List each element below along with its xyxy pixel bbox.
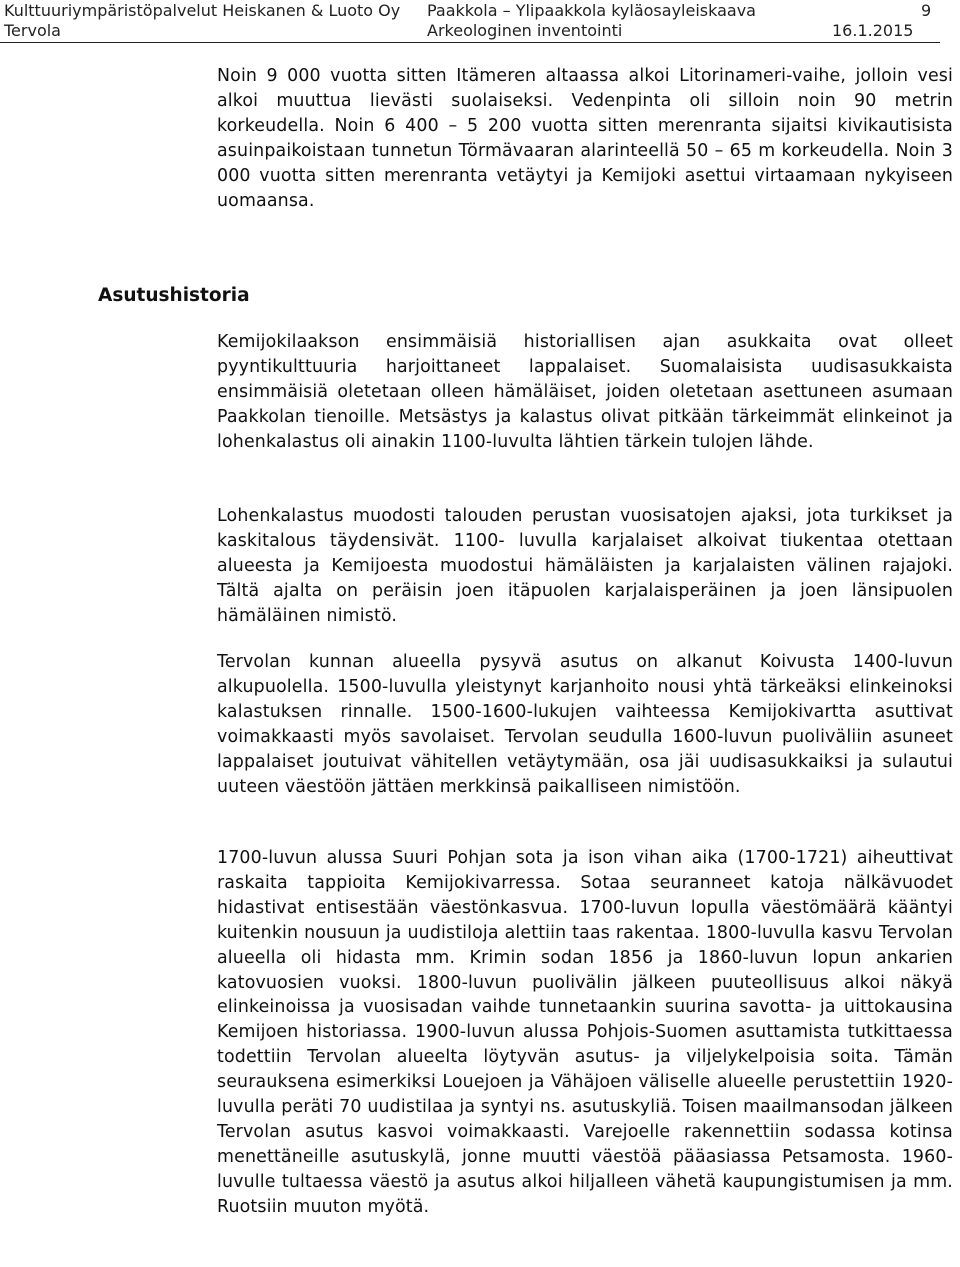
header-project: Paakkola – Ylipaakkola kyläosayleiskaava — [427, 1, 756, 20]
header-municipality: Tervola — [4, 21, 61, 40]
body-paragraph-4: 1700-luvun alussa Suuri Pohjan sota ja ison vihan aika (1700-1721) aiheuttivat raskaita tappioita Kemijokivarressa. Sotaa seuranneet katoja nälkävuodet hidastivat entisestään väestönkasvua. 1700-luvun lopulla väestömäärä kääntyi kuitenkin nousuun ja uudistiloja alettiin taas rakentaa. 1800-luvulla kasvu Tervolan alueella oli hidasta mm. Krimin sodan 1856 ja 1860-luvun lopun ankarien katovuosien vuoksi. 1800-luvun puolivälin jälkeen puuteollisuus alkoi näkyä elinkeinoissa ja vuosisadan vaihde tunnetaankin suurina savotta- ja uittokausina Kemijoen historiassa. 1900-luvun alussa Pohjois-Suomen asuttamista tutkittaessa todettiin Tervolan alueelta löytyvän asutus- ja viljelykelpoisia soita. Tämän seurauksena esimerkiksi Louejoen ja Vähäjoen väliselle alueelle perustettiin 1920-luvulla peräti 70 uudistilaa ja syntyi ns. asutuskyliä. Toisen maailmansodan jälkeen Tervolan asutus kasvoi voimakkaasti. Varejoelle rakennettiin sodassa kotinsa menettäneille asutuskylä, jonne muutti väestöä pääasiassa Petsamosta. 1960-luvulle tultaessa väestö ja asutus alkoi hiljalleen vähetä kaupungistumisen ja mm. Ruotsiin muuton myötä. — [217, 848, 953, 1217]
body-paragraph-1: Kemijokilaakson ensimmäisiä historiallisen ajan asukkaita ovat olleet pyyntikulttuuria harjoittaneet lappalaiset. Suomalaisista uudisasukkaista ensimmäisiä oletetaan olleen hämäläiset, joiden oletetaan asettuneen asumaan Paakkolan tienoille. Metsästys ja kalastus olivat pitkään tärkeimmät elinkeinot ja lohenkalastus oli ainakin 1100-luvulta lähtien tärkein tulojen lähde. — [217, 332, 953, 452]
header-date: 16.1.2015 — [832, 21, 914, 40]
header-report-type: Arkeologinen inventointi — [427, 21, 623, 40]
intro-paragraph: Noin 9 000 vuotta sitten Itämeren altaassa alkoi Litorinameri-vaihe, jolloin vesi alkoi muuttua lievästi suolaiseksi. Vedenpinta oli silloin noin 90 metrin korkeudella. Noin 6 400 – 5 200 vuotta sitten merenranta sijaitsi kivikautisista asuinpaikoistaan tunnetun Törmävaaran alarinteellä 50 – 65 m korkeudella. Noin 3 000 vuotta sitten merenranta vetäytyi ja Kemijoki asettui virtaamaan nykyiseen uomaansa. — [217, 66, 953, 211]
header-divider — [0, 42, 940, 43]
page-number: 9 — [921, 1, 932, 20]
body-paragraph-2: Lohenkalastus muodosti talouden perustan vuosisatojen ajaksi, jota turkikset ja kaskitalous täydensivät. 1100- luvulla karjalaiset alkoivat tiukentaa otettaan alueesta ja Kemijoesta muodostui hämäläisten ja karjalaisten välinen rajajoki. Tältä ajalta on peräisin joen itäpuolen karjalaisperäinen ja joen länsipuolen hämäläinen nimistö. — [217, 506, 953, 626]
body-paragraph-3: Tervolan kunnan alueella pysyvä asutus on alkanut Koivusta 1400-luvun alkupuolella. 1500-luvulla yleistynyt karjanhoito nousi yhtä tärkeäksi elinkeinoksi kalastuksen rinnalle. 1500-1600-lukujen vaihteessa Kemijokivartta asuttivat voimakkaasti myös savolaiset. Tervolan seudulla 1600-luvun puoliväliin asuneet lappalaiset joutuivat vähitellen vetäytymään, osa jäi uudisasukkaiksi ja sulautui uuteen väestöön jättäen merkkinsä paikalliseen nimistöön. — [217, 652, 953, 797]
section-heading: Asutushistoria — [98, 285, 250, 306]
page-header — [0, 0, 960, 44]
header-company: Kulttuuriympäristöpalvelut Heiskanen & Luoto Oy — [4, 1, 401, 20]
